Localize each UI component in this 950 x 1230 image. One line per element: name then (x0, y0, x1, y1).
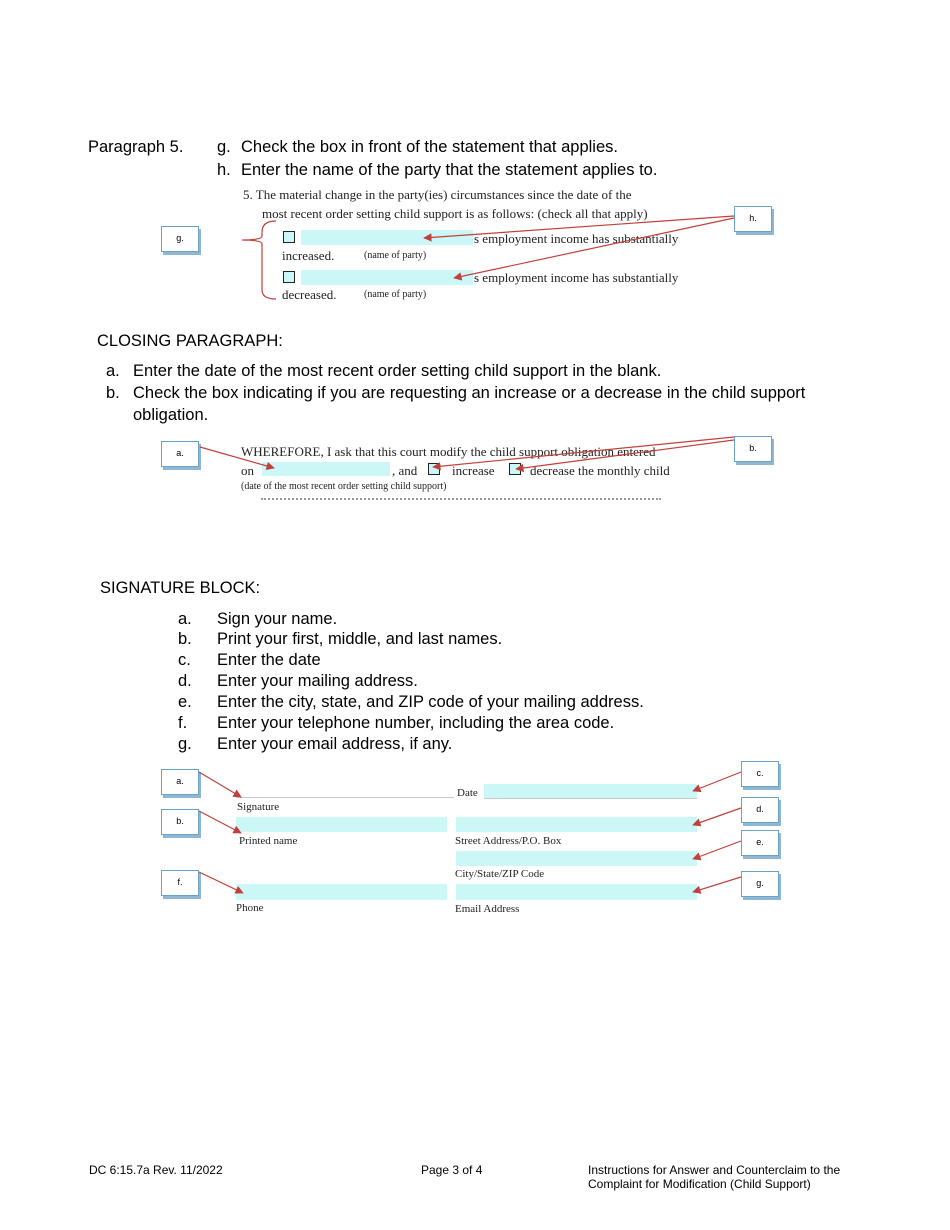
field-label: Date (457, 787, 478, 799)
callout-d: d. (741, 797, 779, 823)
instruction-letter: e. (178, 693, 192, 711)
form-excerpt-text: decreased. (282, 287, 337, 302)
form-excerpt-text: s employment income has substantially (474, 270, 679, 285)
instruction-text: Enter your mailing address. (217, 672, 418, 690)
callout-b: b. (161, 809, 199, 835)
field-label: Street Address/P.O. Box (455, 835, 562, 847)
instruction-letter: g. (217, 138, 231, 156)
instruction-text: Enter your email address, if any. (217, 735, 453, 753)
instruction-letter: c. (178, 651, 191, 669)
field-label: City/State/ZIP Code (455, 868, 545, 880)
instruction-letter: a. (106, 362, 120, 380)
form-excerpt-text: decrease the monthly child (530, 463, 670, 478)
instruction-text: obligation. (133, 406, 209, 424)
callout-g: g. (161, 226, 199, 252)
callout-e: e. (741, 830, 779, 856)
instruction-letter: g. (178, 735, 192, 753)
field-hint: (name of party) (364, 289, 427, 300)
footer-title-line: Complaint for Modification (Child Support) (588, 1177, 811, 1191)
instruction-text: Check the box indicating if you are requesting an increase or a decrease in the child support (133, 384, 806, 402)
form-excerpt-text: s employment income has substantially (474, 231, 679, 246)
form-excerpt-text: , and (392, 463, 418, 478)
instruction-text: Print your first, middle, and last names. (217, 630, 503, 648)
section-heading: SIGNATURE BLOCK: (100, 579, 261, 597)
paragraph-label: Paragraph 5. (88, 138, 184, 156)
footer-form-number: DC 6:15.7a Rev. 11/2022 (89, 1163, 223, 1177)
callout-a: a. (161, 769, 199, 795)
form-excerpt-line: 5. The material change in the party(ies) circumstances since the date of the (243, 187, 632, 202)
callout-g: g. (741, 871, 779, 897)
callout-f: f. (161, 870, 199, 896)
footer-page-number: Page 3 of 4 (421, 1163, 483, 1177)
instruction-letter: h. (217, 161, 231, 179)
instruction-text: Enter your telephone number, including the area code. (217, 714, 615, 732)
instruction-letter: b. (106, 384, 120, 402)
form-excerpt-line: WHEREFORE, I ask that this court modify the child support obligation entered (241, 444, 656, 459)
field-label: Signature (237, 801, 280, 813)
instruction-text: Enter the city, state, and ZIP code of your mailing address. (217, 693, 644, 711)
instruction-text: Check the box in front of the statement that applies. (241, 138, 618, 156)
field-hint: (date of the most recent order setting child support) (241, 481, 447, 492)
instruction-letter: a. (178, 610, 192, 628)
section-heading: CLOSING PARAGRAPH: (97, 332, 283, 350)
instruction-text: Enter the date of the most recent order setting child support in the blank. (133, 362, 662, 380)
instruction-text: Enter the name of the party that the statement applies to. (241, 161, 658, 179)
callout-c: c. (741, 761, 779, 787)
instruction-text: Enter the date (217, 651, 321, 669)
field-hint: (name of party) (364, 250, 427, 261)
footer-title-line: Instructions for Answer and Counterclaim to the (588, 1163, 841, 1177)
instruction-text: Sign your name. (217, 610, 338, 628)
form-excerpt-text: increased. (282, 248, 335, 263)
instruction-letter: b. (178, 630, 192, 648)
form-excerpt-text: on (241, 463, 254, 478)
callout-b: b. (734, 436, 772, 462)
callout-h: h. (734, 206, 772, 232)
field-label: Email Address (455, 903, 520, 915)
field-label: Phone (236, 902, 264, 914)
instruction-letter: d. (178, 672, 192, 690)
callout-a: a. (161, 441, 199, 467)
instruction-letter: f. (178, 714, 188, 732)
form-excerpt-line: most recent order setting child support is as follows: (check all that apply) (262, 206, 648, 221)
field-label: Printed name (239, 835, 298, 847)
brace-icon (242, 221, 276, 299)
form-excerpt-text: increase (452, 463, 495, 478)
